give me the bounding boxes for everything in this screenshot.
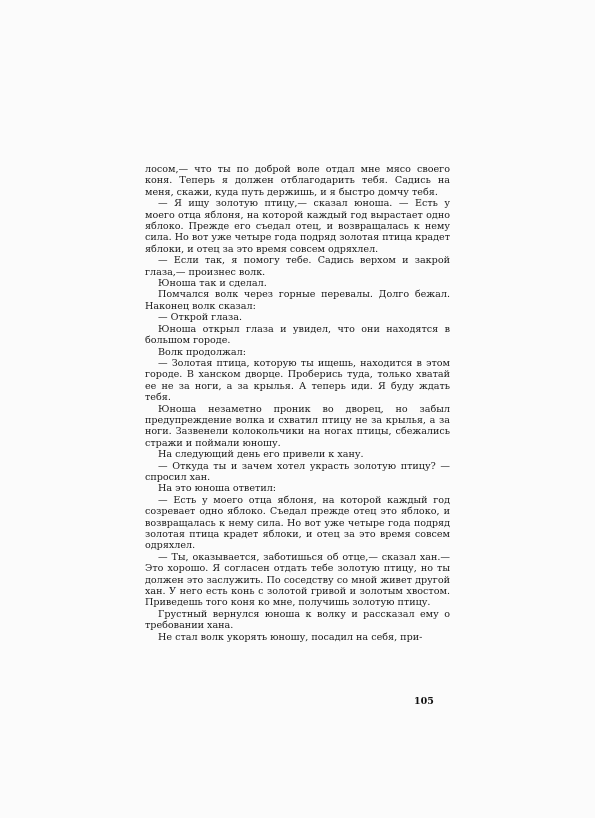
paragraph: Юноша открыл глаза и увидел, что они находятся в большом городе. — [145, 323, 450, 347]
paragraph: — Если так, я помогу тебе. Садись верхом и закрой глаза,— произнес волк. — [145, 255, 450, 278]
paragraph: Юноша так и сделал. — [158, 278, 267, 290]
paragraph: — Золотая птица, которую ты ищешь, находится в этом городе. В ханском дворце. Проберись туда, только хватай ее не за ноги, а за крылья. А теперь иди. Я буду ждать тебя. — [145, 357, 450, 404]
page-number: 105 — [414, 696, 434, 707]
paragraph: лосом,— что ты по доброй воле отдал мне мясо своего коня. Теперь я должен отблагодарить тебя. Садись на меня, скажи, куда путь держишь, и я быстро домчу тебя. — [145, 164, 450, 198]
paragraph: Юноша незаметно проник во дворец, но забыл предупреждение волка и схватил птицу не за крылья, а за ноги. Зазвенели колокольчики на ногах птицы, сбежались стражи и поймали юношу. — [145, 403, 450, 449]
paragraph: Волк продолжал: — [158, 346, 246, 358]
page-text — [145, 164, 450, 643]
paragraph: Грустный вернулся юноша к волку и рассказал ему о требовании хана. — [145, 608, 450, 632]
paragraph: На это юноша ответил: — [158, 483, 277, 495]
paragraph: — Я ищу золотую птицу,— сказал юноша. — Есть у моего отца яблоня, на которой каждый год вырастает одно яблоко. Прежде его съедал отец, и возвращалась к нему сила. Но вот уже четыре года подряд золотая птица крадет яблоки, и отец за это время совсем одряхлел. — [145, 198, 450, 255]
paragraph: — Ты, оказывается, заботишься об отце,— сказал хан.— Это хорошо. Я согласен отдать тебе золотую птицу, но ты должен это заслужить. По соседству со мной живет другой хан. У него есть конь с золотой гривой и золотым хвостом. Приведешь того коня ко мне, получишь золотую птицу. — [145, 551, 450, 609]
paragraph: — Есть у моего отца яблоня, на которой каждый год созревает одно яблоко. Съедал прежде отец это яблоко, и возвращалась к нему сила. Но вот уже четыре года подряд золотая птица крадет яблоки, и отец за это время совсем одряхлел. — [145, 494, 450, 552]
paragraph: Не стал волк укорять юношу, посадил на себя, при- — [158, 631, 423, 643]
paragraph: На следующий день его привели к хану. — [158, 449, 364, 461]
paragraph: Помчался волк через горные перевалы. Долго бежал. Наконец волк сказал: — [145, 289, 450, 312]
paragraph: — Открой глаза. — [158, 312, 243, 324]
paragraph: — Откуда ты и зачем хотел украсть золотую птицу? — спросил хан. — [145, 460, 450, 483]
